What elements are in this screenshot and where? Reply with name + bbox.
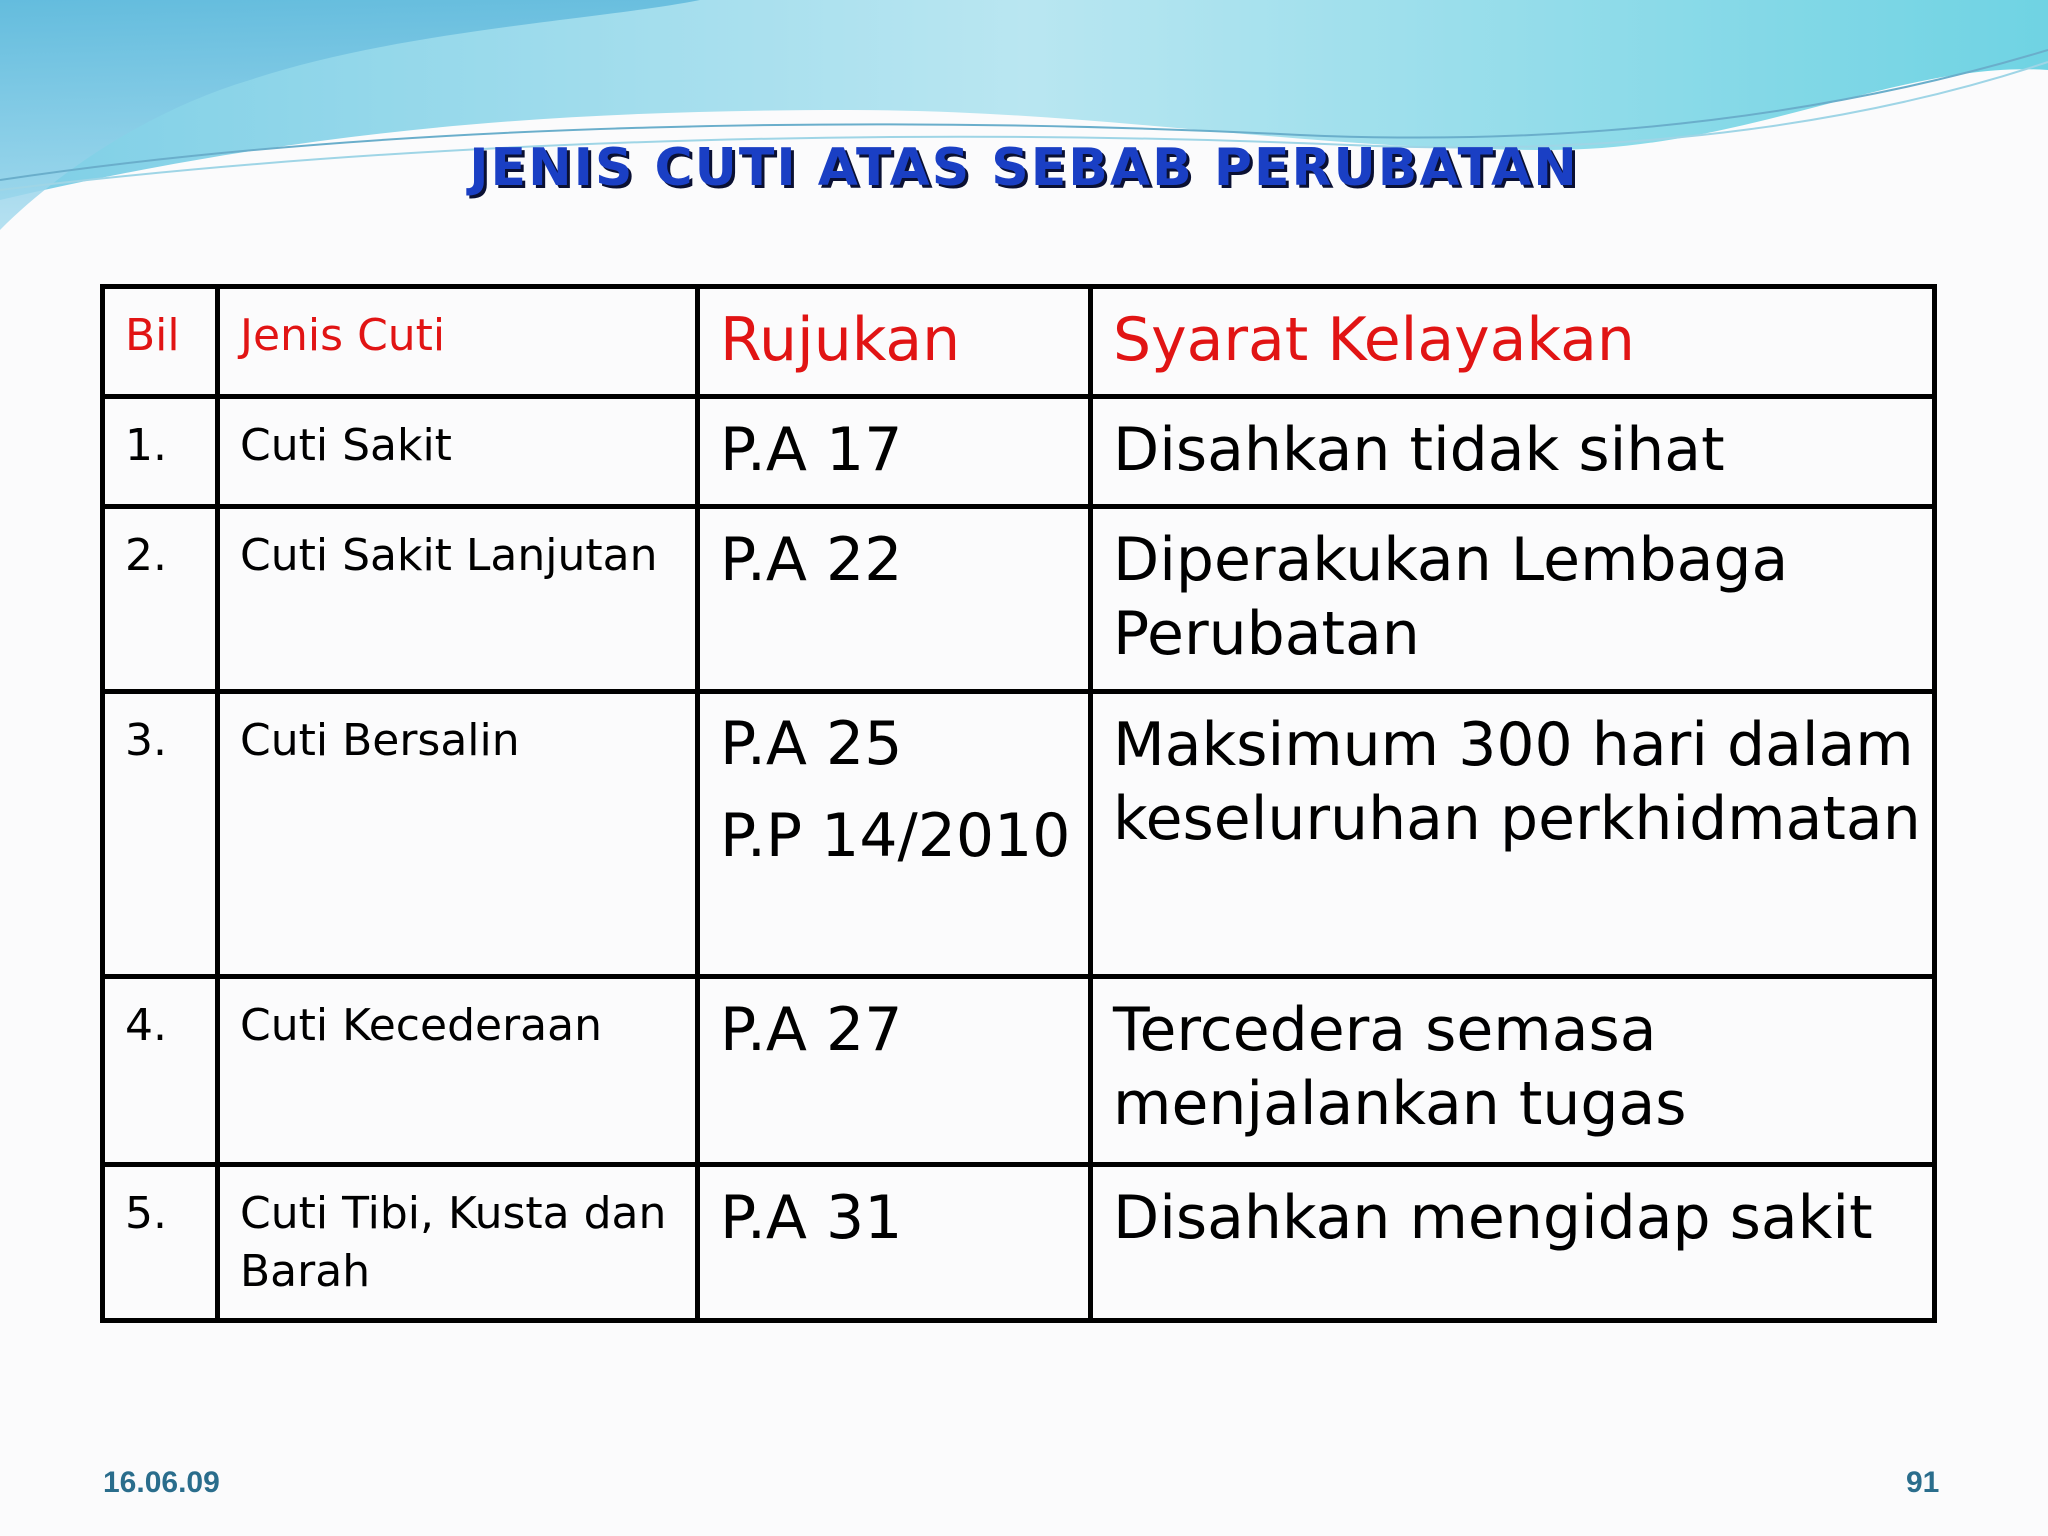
rujukan-line: P.A 22 [720, 525, 903, 595]
table-header-row [103, 287, 1935, 397]
rujukan-line: P.P 14/2010 [720, 801, 1071, 871]
row-bil: 3. [103, 692, 218, 977]
row-rujukan [698, 977, 1091, 1165]
footer-date: 16.06.09 [103, 1466, 220, 1499]
row-bil: 4. [103, 977, 218, 1165]
row-rujukan [698, 507, 1091, 692]
row-rujukan [698, 692, 1091, 977]
leave-table [100, 284, 1937, 1323]
rujukan-line: P.A 25 [720, 709, 903, 779]
header-rujukan: Rujukan [698, 287, 1091, 397]
row-jenis-cuti: Cuti Tibi, Kusta dan Barah [218, 1165, 698, 1321]
table-row [103, 507, 1935, 692]
table-row [103, 692, 1935, 977]
header-syarat-kelayakan: Syarat Kelayakan [1091, 287, 1935, 397]
header-bil: Bil [103, 287, 218, 397]
row-jenis-cuti: Cuti Sakit [218, 397, 698, 507]
table-row [103, 397, 1935, 507]
row-bil: 5. [103, 1165, 218, 1321]
row-syarat: Disahkan tidak sihat [1091, 397, 1935, 507]
row-syarat: Tercedera semasa menjalankan tugas [1091, 977, 1935, 1165]
page-number: 91 [1906, 1466, 1940, 1499]
row-bil: 1. [103, 397, 218, 507]
table-row [103, 1165, 1935, 1321]
row-syarat: Disahkan mengidap sakit [1091, 1165, 1935, 1321]
row-jenis-cuti: Cuti Bersalin [218, 692, 698, 977]
table-row [103, 977, 1935, 1165]
row-syarat: Maksimum 300 hari dalam keseluruhan perkhidmatan [1091, 692, 1935, 977]
row-bil: 2. [103, 507, 218, 692]
slide-title: JENIS CUTI ATAS SEBAB PERUBATAN [469, 138, 1579, 198]
header-jenis-cuti: Jenis Cuti [218, 287, 698, 397]
row-jenis-cuti: Cuti Kecederaan [218, 977, 698, 1165]
rujukan-line: P.A 27 [720, 995, 903, 1065]
row-rujukan [698, 1165, 1091, 1321]
rujukan-line: P.A 17 [720, 415, 903, 485]
row-jenis-cuti: Cuti Sakit Lanjutan [218, 507, 698, 692]
rujukan-line: P.A 31 [720, 1183, 903, 1253]
header-wave-decoration [0, 0, 2048, 260]
row-syarat: Diperakukan Lembaga Perubatan [1091, 507, 1935, 692]
row-rujukan [698, 397, 1091, 507]
